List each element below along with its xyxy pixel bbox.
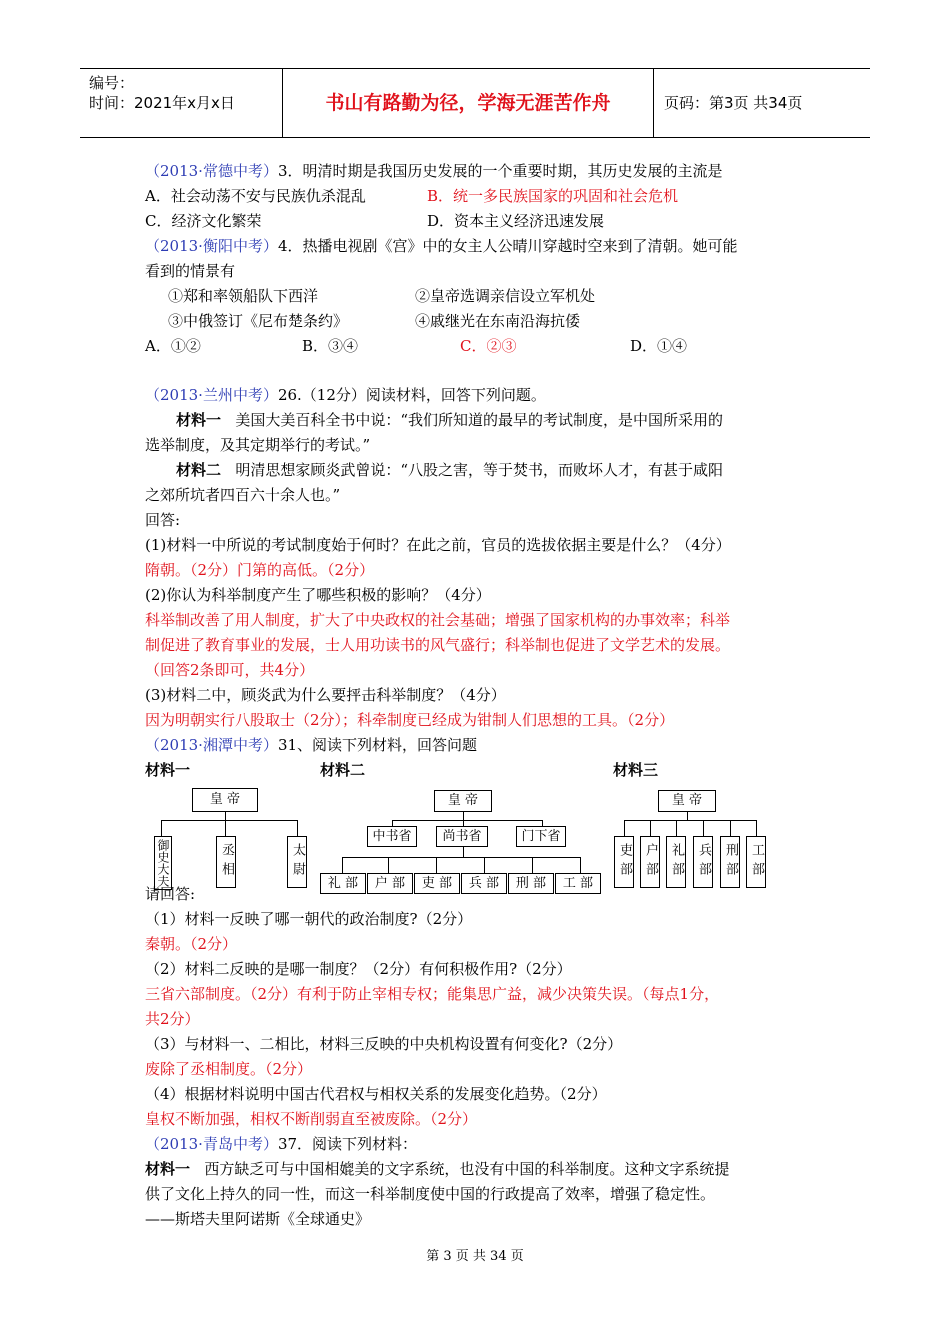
header-motto: 书山有路勤为径，学海无涯苦作舟: [325, 92, 611, 114]
q26-subq-1: (1)材料一中所说的考试制度始于何时？在此之前，官员的选拔依据主要是什么？（4分）: [145, 536, 731, 554]
connector: [532, 857, 533, 873]
header-divider: [653, 69, 654, 137]
sheng-box: 门下省: [516, 826, 566, 847]
material-label: 材料一: [145, 1160, 191, 1178]
page-footer: 第 3 页 共 34 页: [426, 1249, 524, 1264]
ministry-box: 刑部: [720, 836, 740, 888]
ministry-box: 兵部: [693, 836, 713, 888]
q3-stem: 3．明清时期是我国历史发展的一个重要时期，其历史发展的主流是: [277, 162, 723, 180]
q31-answer-4: 皇权不断加强，相权不断削弱直至被废除。（2分）: [145, 1110, 478, 1128]
ministry-box: 吏 部: [414, 873, 460, 894]
q31-stem: 31、阅读下列材料，回答问题: [277, 736, 478, 754]
q37-material-1: [145, 1158, 729, 1180]
q31-answer-2-cont: 共2分）: [145, 1010, 200, 1028]
q26-material-2: [176, 459, 723, 481]
ministry-box: 户 部: [367, 873, 413, 894]
q31-material-1-label: 材料一: [145, 761, 191, 779]
diagram-qin: [150, 788, 315, 893]
q37-citation: ——斯塔夫里阿诺斯《全球通史》: [145, 1210, 371, 1228]
q4-item-1: ①郑和率领船队下西洋: [168, 287, 319, 305]
emperor-box: 皇 帝: [434, 790, 492, 812]
q4-opt-a: A．①②: [145, 337, 201, 355]
connector: [161, 820, 162, 836]
connector: [225, 820, 226, 836]
q37-stem-line: [145, 1133, 417, 1155]
connector: [161, 820, 297, 821]
connector: [703, 820, 704, 836]
q4-item-2: ②皇帝选调亲信设立军机处: [415, 287, 596, 305]
emperor-box: 皇 帝: [658, 790, 716, 812]
q26-answer-2-cont: 制促进了教育事业的发展，士人用功读书的风气盛行；科举制也促进了文学艺术的发展。: [145, 636, 731, 654]
q37-material-1-cont: 供了文化上持久的同一性，而这一科举制度使中国的行政提高了效率，增强了稳定性。: [145, 1185, 716, 1203]
header-meta: [80, 69, 282, 137]
material-label: 材料二: [176, 461, 222, 479]
q26-stem-line: [145, 384, 546, 406]
q31-source: （2013·湘潭中考）: [145, 736, 278, 754]
time-label: 时间：2021年x月x日: [89, 94, 235, 112]
connector: [624, 820, 756, 821]
connector: [730, 820, 731, 836]
q3-stem-line: [145, 160, 723, 182]
sheng-box: 中书省: [367, 826, 417, 847]
material-text: 西方缺乏可与中国相媲美的文字系统，也没有中国的科举制度。这种文字系统提: [204, 1160, 730, 1178]
q4-source: （2013·衡阳中考）: [145, 237, 278, 255]
q37-stem: 37．阅读下列材料：: [277, 1135, 418, 1153]
header-page-info: 页码：第3页 共34页: [664, 94, 803, 112]
emperor-box: 皇 帝: [192, 788, 258, 812]
q4-opt-c: C．②③: [460, 337, 517, 355]
connector: [624, 820, 625, 836]
material-text: 明清思想家顾炎武曾说：“八股之害，等于焚书，而败坏人才，有甚于咸阳: [235, 461, 723, 479]
connector: [463, 847, 464, 857]
q26-answer-label: 回答:: [145, 511, 181, 529]
ministry-box: 工部: [746, 836, 766, 888]
q31-subq-4: （4）根据材料说明中国古代君权与相权关系的发展变化趋势。（2分）: [145, 1085, 607, 1103]
q31-material-2-label: 材料二: [320, 761, 366, 779]
q26-answer-2-note: （回答2条即可，共4分）: [145, 661, 315, 679]
diagram-three-six: [312, 790, 602, 895]
q37-source: （2013·青岛中考）: [145, 1135, 278, 1153]
diagram-ming: [610, 790, 770, 895]
q4-opt-d: D．①④: [630, 337, 688, 355]
connector: [650, 820, 651, 836]
q26-material-1: [176, 409, 723, 431]
page-header: [80, 68, 870, 138]
q4-item-4: ④戚继光在东南沿海抗倭: [415, 312, 581, 330]
q31-answer-2: 三省六部制度。（2分）有利于防止宰相专权；能集思广益，减少决策失误。（每点1分，: [145, 985, 720, 1003]
q26-source: （2013·兰州中考）: [145, 386, 278, 404]
q4-stem-cont: 看到的情景有: [145, 262, 236, 280]
ministry-box: 礼部: [666, 836, 686, 888]
number-label: 编号：: [89, 74, 135, 92]
connector: [580, 857, 581, 873]
ministry-box: 刑 部: [508, 873, 554, 894]
material-label: 材料一: [176, 411, 222, 429]
q31-subq-3: （3）与材料一、二相比，材料三反映的中央机构设置有何变化?（2分）: [145, 1035, 623, 1053]
connector: [342, 857, 580, 858]
q31-stem-line: [145, 734, 477, 756]
q3-opt-b: B．统一多民族国家的巩固和社会危机: [427, 187, 679, 205]
connector: [463, 812, 464, 820]
material-text: 美国大美百科全书中说：“我们所知道的最早的考试制度，是中国所采用的: [235, 411, 723, 429]
q26-answer-3: 因为明朝实行八股取士（2分）；科牵制度已经成为钳制人们思想的工具。（2分）: [145, 711, 675, 729]
q3-source: （2013·常德中考）: [145, 162, 278, 180]
q3-opt-d: D．资本主义经济迅速发展: [427, 212, 605, 230]
q3-opt-a: A．社会动荡不安与民族仇杀混乱: [145, 187, 366, 205]
q26-subq-3: (3)材料二中，顾炎武为什么要抨击科举制度？（4分）: [145, 686, 506, 704]
connector: [436, 857, 437, 873]
ministry-box: 兵 部: [461, 873, 507, 894]
ministry-box: 户部: [640, 836, 660, 888]
q31-please-answer: 请回答:: [145, 885, 196, 903]
q31-material-3-label: 材料三: [613, 761, 659, 779]
q26-stem: 26.（12分）阅读材料，回答下列问题。: [277, 386, 546, 404]
q4-stem-line: [145, 235, 738, 257]
connector: [484, 857, 485, 873]
office-box-taiwei: 太尉: [287, 836, 307, 888]
office-box-censor: 御史大夫: [154, 836, 172, 890]
q26-answer-1: 隋朝。（2分）门第的高低。（2分）: [145, 561, 375, 579]
q31-answer-1: 秦朝。（2分）: [145, 935, 238, 953]
q26-subq-2: (2)你认为科举制度产生了哪些积极的影响？（4分）: [145, 586, 491, 604]
ministry-box: 工 部: [555, 873, 601, 894]
q4-opt-b: B．③④: [302, 337, 359, 355]
q31-answer-3: 废除了丞相制度。（2分）: [145, 1060, 313, 1078]
q4-item-3: ③中俄签订《尼布楚条约》: [168, 312, 349, 330]
sheng-box: 尚书省: [436, 826, 488, 847]
q26-material-2-cont: 之郊所坑者四百六十余人也。”: [145, 486, 341, 504]
q4-stem: 4．热播电视剧《宫》中的女主人公晴川穿越时空来到了清朝。她可能: [277, 237, 738, 255]
connector: [225, 812, 226, 820]
ministry-box: 礼 部: [320, 873, 366, 894]
connector: [687, 812, 688, 820]
q26-answer-2: 科举制改善了用人制度，扩大了中央政权的社会基础；增强了国家机构的办事效率；科举: [145, 611, 731, 629]
q26-material-1-cont: 选举制度，及其定期举行的考试。”: [145, 436, 371, 454]
connector: [756, 820, 757, 836]
connector: [342, 857, 343, 873]
ministry-box: 吏部: [614, 836, 634, 888]
connector: [297, 820, 298, 836]
q3-opt-c: C．经济文化繁荣: [145, 212, 262, 230]
q31-subq-2: （2）材料二反映的是哪一制度？（2分）有何积极作用?（2分）: [145, 960, 572, 978]
office-box-chancellor: 丞相: [216, 836, 236, 888]
connector: [676, 820, 677, 836]
q31-subq-1: （1）材料一反映了哪一朝代的政治制度?（2分）: [145, 910, 473, 928]
connector: [392, 820, 542, 821]
connector: [388, 857, 389, 873]
